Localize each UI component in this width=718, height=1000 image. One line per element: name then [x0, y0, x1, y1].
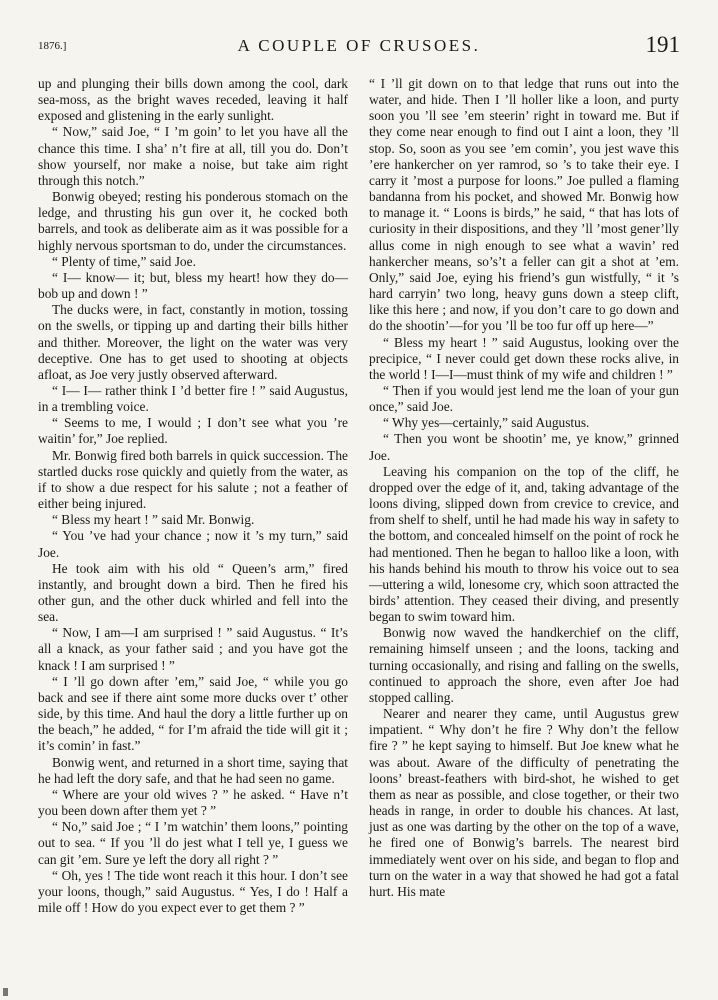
margin-mark [3, 988, 8, 996]
paragraph: “ Then if you would jest lend me the loan of your gun once,” said Joe. [369, 382, 679, 415]
paragraph: Bonwig now waved the handkerchief on the cliff, remaining himself unseen ; and the loons, tacking and turning occasionally, and rising and falling on the swells, continued to approach the shore, even after Joe had stopped calling. [369, 625, 679, 705]
page-number: 191 [645, 32, 680, 57]
running-header [38, 32, 680, 62]
paragraph: “ Then you wont be shootin’ me, ye know,” grinned Joe. [369, 431, 679, 463]
paragraph: “ Now,” said Joe, “ I ’m goin’ to let you have all the chance this time. I sha’ n’t fire at all, till you do. Don’t show yourself, nor make a noise, but take aim right through this notch.” [38, 124, 348, 188]
paragraph: Leaving his companion on the top of the cliff, he dropped over the edge of it, and, taking advantage of the loons diving, slipped down from crevice to crevice, and from shelf to shelf, until he had made his way in safety to the bottom, and concealed himself on the point of rock he had mentioned. Then he began to halloo like a loon, with his hands behind his mouth to throw his voice out to sea—uttering a wild, lonesome cry, which soon attracted the birds’ attention. They ceased their diving, and presently began to swim toward him. [369, 463, 679, 625]
paragraph: up and plunging their bills down among the cool, dark sea-moss, as the bright waves receded, leaving it half exposed and glistening in the early sunlight. [38, 76, 348, 124]
paragraph: “ Bless my heart ! ” said Augustus, looking over the precipice, “ I never could get down these rocks alive, in the world ! I—I—must think of my wife and children ! ” [369, 334, 679, 382]
paragraph: “ I— I— rather think I ’d better fire ! ” said Augustus, in a trembling voice. [38, 382, 348, 415]
paragraph: “ I— know— it; but, bless my heart! how they do— bob up and down ! ” [38, 269, 348, 302]
paragraph: Bonwig went, and returned in a short time, saying that he had left the dory safe, and that he had seen no game. [38, 754, 348, 786]
paragraph: “ Seems to me, I would ; I don’t see what you ’re waitin’ for,” Joe replied. [38, 415, 348, 447]
header-title: A COUPLE OF CRUSOES. [237, 36, 481, 55]
paragraph: “ I ’ll go down after ’em,” said Joe, “ while you go back and see if there aint some more ducks over t’ other side, by this time. And haul the dory a little further up on the beach,” he added, “ for I’m afraid the tide will git it ; it’s comin’ in fast.” [38, 673, 348, 754]
paragraph: “ You ’ve had your chance ; now it ’s my turn,” said Joe. [38, 528, 348, 560]
paragraph: “ Why yes—certainly,” said Augustus. [383, 415, 590, 431]
paragraph: “ Plenty of time,” said Joe. [52, 253, 196, 269]
paragraph: “ Oh, yes ! The tide wont reach it this hour. I don’t see your loons, though,” said Augustus. “ Yes, I do ! Half a mile off ! How do you expect ever to get them ? ” [38, 867, 348, 915]
paragraph: Mr. Bonwig fired both barrels in quick succession. The startled ducks rose quickly and quietly from the water, as if to show a due respect for his salute ; not a feather of either being injured. [38, 447, 348, 512]
paragraph: “ Where are your old wives ? ” he asked. “ Have n’t you been down after them yet ? ” [38, 786, 348, 819]
paragraph: He took aim with his old “ Queen’s arm,” fired instantly, and brought down a bird. Then he fired his other gun, and the other duck whirled and fell into the sea. [38, 560, 348, 625]
paragraph: “ Now, I am—I am surprised ! ” said Augustus. “ It’s all a knack, as your father said ; and you have got the knack ! I am surprised ! ” [38, 625, 348, 673]
paragraph: Nearer and nearer they came, until Augustus grew impatient. “ Why don’t he fire ? Why don’t the fellow fire ? ” he kept saying to himself. But Joe knew what he was about. Aware of the difficulty of penetrating the loons’ breast-feathers with bird-shot, he wished to get them as near as possible, and close together, or their two heads in range, in order to double his chances. At last, just as one was darting by the other on the top of a wave, he fired one of Bonwig’s barrels. The nearest bird immediately went over on his side, and began to flop and turn on the water in a way that showed he had got a fatal hurt. His mate [369, 706, 679, 899]
paragraph: “ I ’ll git down on to that ledge that runs out into the water, and hide. Then I ’ll holler like a loon, and purty soon you ’ll see ’em steerin’ right in toward me. But if they come near enough to find out I aint a loon, they ’ll stop. So, soon as you see ’em comin’, you jest wave this ’ere hankercher on yer ramrod, so ’s to take their eye. I carry it ’most a purpose for loons.” Joe pulled a flaming bandanna from his pocket, and showed Mr. Bonwig how to manage it. “ Loons is birds,” he said, “ that has lots of curiosity in their dispositions, and they ’ll ’most gener’lly allus come in nigh enough to see what a wavin’ red hankercher means, so’s’t a feller can git a shot at ’em. Only,” said Joe, eying his friend’s gun wistfully, “ it ’s hard carryin’ two long, heavy guns down a steep clift, like this here ; and now, if you don’t care to go down and do the shootin’—for you ’ll be too fur off up here—” [369, 76, 679, 334]
paragraph: Bonwig obeyed; resting his ponderous stomach on the ledge, and thrusting his gun over it, he cocked both barrels, and took as deliberate aim as it was possible for a highly nervous sportsman to do, under the circumstances. [38, 189, 348, 253]
left-column [38, 76, 348, 916]
paragraph: “ No,” said Joe ; “ I ’m watchin’ them loons,” pointing out to sea. “ If you ’ll do jest what I tell ye, I guess we can git ’em. Sure ye left the dory all right ? ” [38, 819, 348, 867]
paragraph: The ducks were, in fact, constantly in motion, tossing on the swells, or tipping up and darting their bills hither and thither. Moreover, the light on the water was very deceptive. One has to get used to shooting at objects afloat, as Joe very justly observed afterward. [38, 302, 348, 382]
header-date: 1876.] [38, 40, 67, 52]
right-column [369, 76, 679, 900]
paragraph: “ Bless my heart ! ” said Mr. Bonwig. [52, 512, 255, 528]
